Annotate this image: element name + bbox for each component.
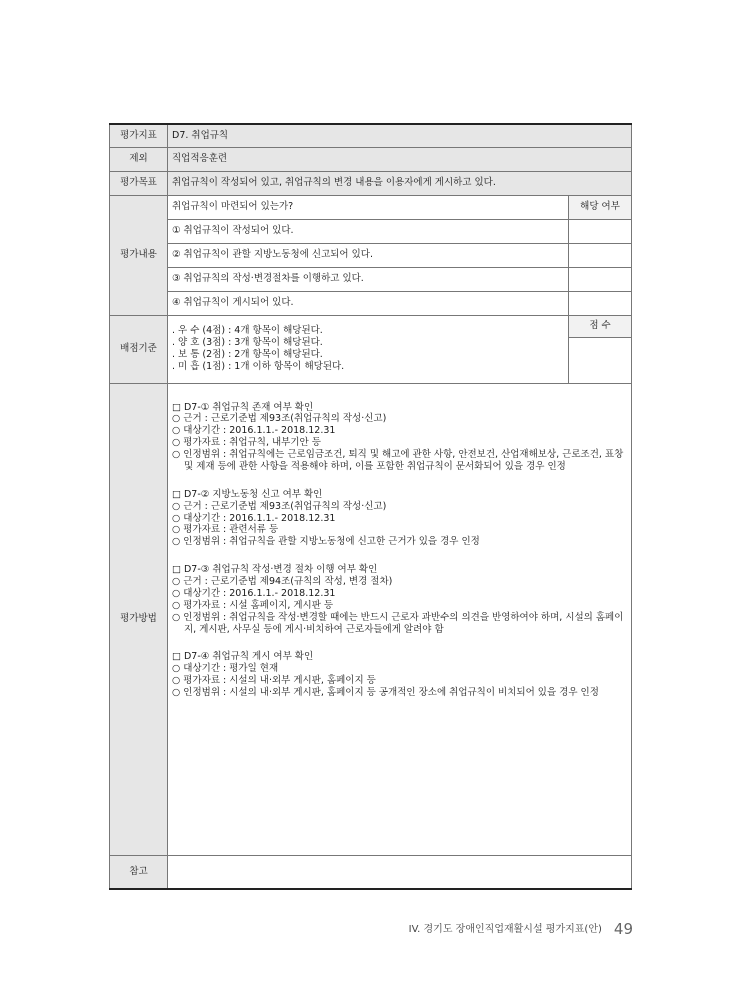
scoring-item: . 우 수 (4점) : 4개 항목이 해당된다. (172, 325, 323, 337)
content-check-cell (569, 291, 632, 315)
content-check-cell (569, 267, 632, 291)
method-item: ○ 인정범위 : 시설의 내·외부 게시판, 홈페이지 등 공개적인 장소에 취업규칙이 비치되어 있을 경우 인정 (172, 687, 599, 698)
reference-label: 참고 (110, 855, 168, 889)
content-check-cell (569, 219, 632, 243)
content-question-row (110, 195, 632, 219)
method-item: ○ 대상기간 : 평가일 현재 (172, 663, 279, 675)
footer-text: IV. 경기도 장애인직업재활시설 평가지표(안) (408, 924, 602, 935)
spacer (172, 473, 625, 489)
exception-value: 직업적응훈련 (168, 147, 632, 171)
method-row (110, 383, 632, 855)
method-content (168, 383, 632, 855)
exception-row (110, 147, 632, 171)
method-label: 평가방법 (110, 383, 168, 855)
content-item: ① 취업규칙이 작성되어 있다. (168, 219, 569, 243)
content-question: 취업규칙이 마련되어 있는가? (168, 195, 569, 219)
scoring-label: 배점기준 (110, 315, 168, 383)
content-label: 평가내용 (110, 195, 168, 315)
method-item: ○ 대상기간 : 2016.1.1.- 2018.12.31 (172, 425, 336, 437)
scoring-item: . 미 흡 (1점) : 1개 이하 항목이 해당된다. (172, 360, 345, 372)
method-item: ○ 대상기간 : 2016.1.1.- 2018.12.31 (172, 587, 336, 599)
indicator-value: D7. 취업규칙 (168, 124, 632, 147)
method-item: ○ 대상기간 : 2016.1.1.- 2018.12.31 (172, 512, 336, 524)
method-title: □ D7-③ 취업규칙 작성·변경 절차 이행 여부 확인 (172, 564, 378, 576)
content-item-row (110, 219, 632, 243)
page-footer (409, 920, 633, 938)
method-item: ○ 평가자료 : 시설 홈페이지, 게시판 등 (172, 599, 334, 611)
method-block (172, 402, 625, 473)
content-check-cell (569, 243, 632, 267)
method-item: ○ 평가자료 : 취업규칙, 내부기안 등 (172, 437, 321, 449)
exception-label: 제외 (110, 147, 168, 171)
method-title: □ D7-② 지방노동청 신고 여부 확인 (172, 488, 323, 500)
goal-value: 취업규칙이 작성되어 있고, 취업규칙의 변경 내용을 이용자에게 게시하고 있다. (168, 171, 632, 195)
spacer (172, 548, 625, 564)
method-item: ○ 인정범위 : 취업규칙에는 근로임금조건, 퇴직 및 해고에 관한 사항, 안전보건, 산업재해보상, 근로조건, 표창 및 제재 등에 관한 사항을 적용해야 하며, 이를 포함한 취업규칙이 문서화되어 있을 경우 인정 (172, 449, 624, 472)
scoring-row (110, 315, 632, 337)
score-value-cell (569, 337, 632, 383)
content-item: ② 취업규칙이 관할 지방노동청에 신고되어 있다. (168, 243, 569, 267)
indicator-label: 평가지표 (110, 124, 168, 147)
method-item: ○ 평가자료 : 관련서류 등 (172, 524, 279, 536)
page-number: 49 (613, 920, 633, 938)
indicator-row (110, 124, 632, 147)
content-item: ④ 취업규칙이 게시되어 있다. (168, 291, 569, 315)
evaluation-table (109, 123, 632, 890)
content-item-row (110, 291, 632, 315)
method-item: ○ 평가자료 : 시설의 내·외부 게시판, 홈페이지 등 (172, 675, 376, 687)
method-item: ○ 인정범위 : 취업규칙을 작성·변경할 때에는 반드시 근로자 과반수의 의견을 반영하여야 하며, 시설의 홈페이지, 게시판, 사무실 등에 게시·비치하여 근로자들에게 알려야 함 (172, 611, 624, 635)
content-item: ③ 취업규칙의 작성·변경절차를 이행하고 있다. (168, 267, 569, 291)
content-check-header: 해당 여부 (569, 195, 632, 219)
content-item-row (110, 267, 632, 291)
method-block (172, 564, 625, 635)
scoring-item: . 양 호 (3점) : 3개 항목이 해당된다. (172, 337, 323, 349)
goal-row (110, 171, 632, 195)
scoring-item: . 보 통 (2점) : 2개 항목이 해당된다. (172, 349, 323, 360)
method-item: ○ 인정범위 : 취업규칙을 관할 지방노동청에 신고한 근거가 있을 경우 인정 (172, 536, 480, 548)
method-item: ○ 근거 : 근로기준법 제93조(취업규칙의 작성·신고) (172, 500, 387, 512)
method-item: ○ 근거 : 근로기준법 제93조(취업규칙의 작성·신고) (172, 413, 387, 425)
scoring-criteria (168, 315, 569, 383)
method-title: □ D7-④ 취업규칙 게시 여부 확인 (172, 651, 314, 663)
method-title: □ D7-① 취업규칙 존재 여부 확인 (172, 401, 314, 413)
method-block (172, 489, 625, 548)
content-item-row (110, 243, 632, 267)
method-item: ○ 근거 : 근로기준법 제94조(규칙의 작성, 변경 절차) (172, 576, 393, 587)
reference-row (110, 855, 632, 889)
method-block (172, 651, 625, 699)
score-header: 점 수 (569, 315, 632, 337)
reference-value (168, 855, 632, 889)
spacer (172, 635, 625, 651)
goal-label: 평가목표 (110, 171, 168, 195)
